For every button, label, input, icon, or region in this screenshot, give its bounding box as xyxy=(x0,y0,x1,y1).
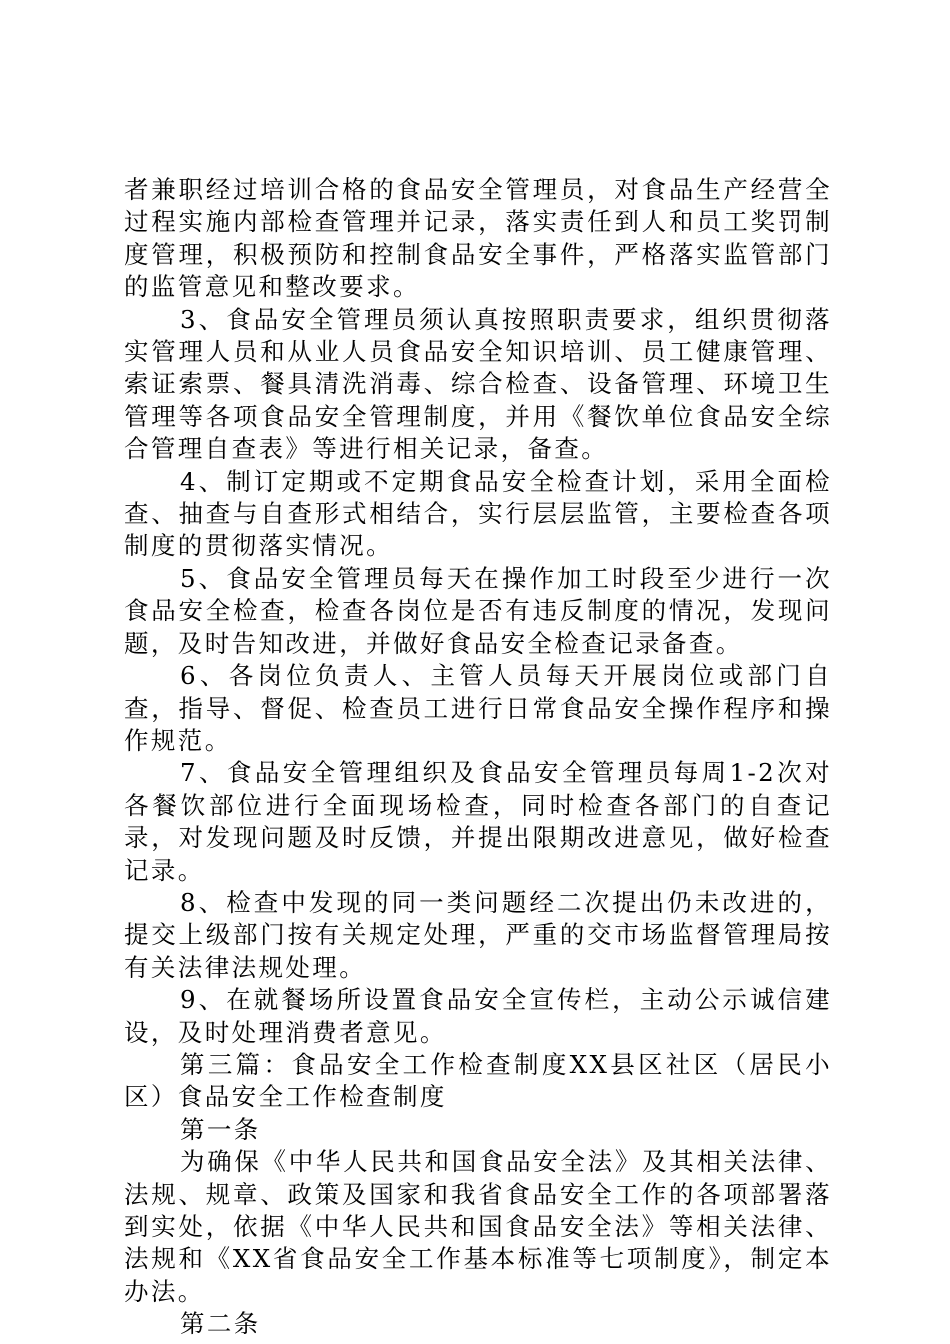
paragraph-item-5: 5、食品安全管理员每天在操作加工时段至少进行一次食品安全检查，检查各岗位是否有违反制度的情况，发现问题，及时告知改进，并做好食品安全检查记录备查。 xyxy=(124,563,832,658)
paragraph-item-4: 4、制订定期或不定期食品安全检查计划，采用全面检查、抽查与自查形式相结合，实行层层监管，主要检查各项制度的贯彻落实情况。 xyxy=(124,466,832,561)
section-heading: 第三篇：食品安全工作检查制度XX县区社区（居民小区）食品安全工作检查制度 xyxy=(124,1049,832,1112)
paragraph-item-7: 7、食品安全管理组织及食品安全管理员每周1-2次对各餐饮部位进行全面现场检查，同时检查各部门的自查记录，对发现问题及时反馈，并提出限期改进意见，做好检查记录。 xyxy=(124,758,832,885)
paragraph-item-8: 8、检查中发现的同一类问题经二次提出仍未改进的，提交上级部门按有关规定处理，严重的交市场监督管理局按有关法律法规处理。 xyxy=(124,887,832,982)
document-body xyxy=(124,174,832,1341)
paragraph-item-3: 3、食品安全管理员须认真按照职责要求，组织贯彻落实管理人员和从业人员食品安全知识培训、员工健康管理、索证索票、餐具清洗消毒、综合检查、设备管理、环境卫生管理等各项食品安全管理制度，并用《餐饮单位食品安全综合管理自查表》等进行相关记录，备查。 xyxy=(124,304,832,464)
paragraph-continuation: 者兼职经过培训合格的食品安全管理员，对食品生产经营全过程实施内部检查管理并记录，落实责任到人和员工奖罚制度管理，积极预防和控制食品安全事件，严格落实监管部门的监管意见和整改要求。 xyxy=(124,175,832,302)
article-one-body: 为确保《中华人民共和国食品安全法》及其相关法律、法规、规章、政策及国家和我省食品安全工作的各项部署落到实处，依据《中华人民共和国食品安全法》等相关法律、法规和《XX省食品安全工作基本标准等七项制度》，制定本办法。 xyxy=(124,1147,832,1306)
article-one-heading: 第一条 xyxy=(180,1114,261,1144)
paragraph-item-9: 9、在就餐场所设置食品安全宣传栏，主动公示诚信建设，及时处理消费者意见。 xyxy=(124,985,832,1047)
paragraph-item-6: 6、各岗位负责人、主管人员每天开展岗位或部门自查，指导、督促、检查员工进行日常食品安全操作程序和操作规范。 xyxy=(124,661,832,755)
article-two-heading: 第二条 xyxy=(180,1309,261,1339)
